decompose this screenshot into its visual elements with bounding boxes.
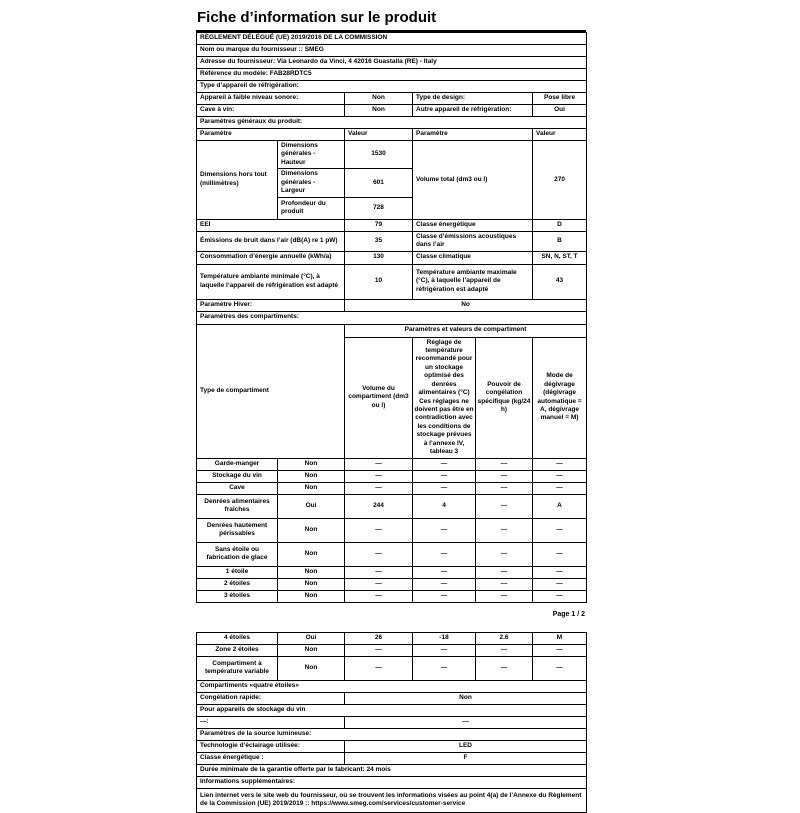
niveau-sonore-cell-0: Appareil à faible niveau sonore: — [197, 93, 345, 105]
row-stockage-vin-valeur — [197, 716, 587, 728]
page-title: Fiche d’information sur le produit — [196, 6, 586, 32]
zone-deux-etoiles-cell-3: — — [413, 644, 476, 656]
compartiments-entete-2-cell-1: Réglage de température recommandé pour un stockage optimisé des denrées alimentaires (°C) Ces réglages ne doivent pas être en contradiction avec les conditions de stockage prévues à l’annexe IV, tableau 3 — [413, 337, 476, 458]
stockage-vin-cell-2: — — [345, 470, 413, 482]
classe-energetique-eclairage-cell-0: Classe énergétique : — [197, 752, 345, 764]
compartiment-temperature-variable-cell-3: — — [413, 656, 476, 680]
stockage-vin-cell-4: — — [476, 470, 533, 482]
garde-manger-cell-2: — — [345, 458, 413, 470]
trois-etoiles-cell-2: — — [345, 590, 413, 602]
row-nom-fournisseur — [197, 45, 587, 57]
cave-a-vin-cell-0: Cave à vin: — [197, 105, 345, 117]
denrees-perissables-cell-0: Denrées hautement périssables — [197, 518, 278, 542]
eei-cell-3: D — [533, 219, 587, 231]
parametre-hiver-cell-0: Paramètre Hiver: — [197, 299, 345, 311]
row-sans-etoile — [197, 542, 587, 566]
row-niveau-sonore — [197, 93, 587, 105]
garantie-cell-0: Durée minimale de la garantie offerte par le fabricant: 24 mois — [197, 764, 587, 776]
informations-supplementaires-cell-0: Informations supplémentaires: — [197, 776, 587, 788]
dimensions-hauteur-cell-4: 270 — [533, 141, 587, 220]
row-cave — [197, 482, 587, 494]
cave-cell-1: Non — [278, 482, 345, 494]
quatre-etoiles-cell-0: 4 étoiles — [197, 632, 278, 644]
une-etoile-cell-4: — — [476, 566, 533, 578]
consommation-energie-cell-0: Consommation d’énergie annuelle (kWh/a) — [197, 251, 345, 264]
denrees-fraiches-cell-0: Denrées alimentaires fraîches — [197, 494, 278, 518]
emissions-bruit-cell-0: Émissions de bruit dans l’air (dB(A) re 1 pW) — [197, 231, 345, 251]
row-congelation-rapide — [197, 692, 587, 704]
entetes-parametres-cell-3: Valeur — [533, 129, 587, 141]
quatre-etoiles-cell-4: 2.6 — [476, 632, 533, 644]
stockage-vin-cell-0: Stockage du vin — [197, 470, 278, 482]
garde-manger-cell-5: — — [533, 458, 587, 470]
cave-cell-5: — — [533, 482, 587, 494]
dimensions-hauteur-cell-0: Dimensions hors tout (millimètres) — [197, 141, 278, 220]
eei-cell-2: Classe énergétique — [413, 219, 533, 231]
compartiments-entete-1-cell-0: Type de compartiment — [197, 324, 345, 458]
row-type-appareil — [197, 81, 587, 93]
emissions-bruit-cell-2: Classe d’émissions acoustiques dans l’air — [413, 231, 533, 251]
denrees-fraiches-cell-4: — — [476, 494, 533, 518]
denrees-perissables-cell-5: — — [533, 518, 587, 542]
cave-a-vin-cell-3: Oui — [533, 105, 587, 117]
trois-etoiles-cell-3: — — [413, 590, 476, 602]
dimensions-hauteur-cell-1: Dimensions générales - Hauteur — [278, 141, 345, 169]
trois-etoiles-cell-4: — — [476, 590, 533, 602]
row-denrees-fraiches — [197, 494, 587, 518]
technologie-eclairage-cell-1: LED — [345, 740, 587, 752]
parametres-generaux-cell-0: Paramètres généraux du produit: — [197, 117, 587, 129]
section-source-lumineuse-cell-0: Paramètres de la source lumineuse: — [197, 728, 587, 740]
fiche-table-page1 — [196, 32, 587, 603]
row-denrees-perissables — [197, 518, 587, 542]
compartiments-quatre-etoiles-cell-0: Compartiments «quatre étoiles» — [197, 680, 587, 692]
garde-manger-cell-1: Non — [278, 458, 345, 470]
row-stockage-vin — [197, 470, 587, 482]
deux-etoiles-cell-5: — — [533, 578, 587, 590]
sans-etoile-cell-5: — — [533, 542, 587, 566]
dimensions-profondeur-cell-0: Profondeur du produit — [278, 197, 345, 219]
row-reglement — [197, 33, 587, 45]
cave-cell-2: — — [345, 482, 413, 494]
une-etoile-cell-0: 1 étoile — [197, 566, 278, 578]
dimensions-hauteur-cell-2: 1530 — [345, 141, 413, 169]
zone-deux-etoiles-cell-1: Non — [278, 644, 345, 656]
type-appareil-cell-0: Type d’appareil de réfrigération: — [197, 81, 587, 93]
classe-energetique-eclairage-cell-1: F — [345, 752, 587, 764]
row-reference-modele — [197, 69, 587, 81]
denrees-perissables-cell-2: — — [345, 518, 413, 542]
row-dimensions-hauteur — [197, 141, 587, 169]
garde-manger-cell-3: — — [413, 458, 476, 470]
quatre-etoiles-cell-3: -18 — [413, 632, 476, 644]
section-stockage-vin-cell-0: Pour appareils de stockage du vin — [197, 704, 587, 716]
cave-cell-4: — — [476, 482, 533, 494]
une-etoile-cell-3: — — [413, 566, 476, 578]
compartiment-temperature-variable-cell-4: — — [476, 656, 533, 680]
temperature-ambiante-cell-0: Température ambiante minimale (°C), à laquelle l’appareil de réfrigération est adapté — [197, 264, 345, 299]
dimensions-hauteur-cell-3: Volume total (dm3 ou l) — [413, 141, 533, 220]
parametre-hiver-cell-1: No — [345, 299, 587, 311]
product-information-sheet — [196, 6, 586, 813]
adresse-fournisseur-cell-0: Adresse du fournisseur: Via Leonardo da Vinci, 4 42016 Guastalla (RE) - Italy — [197, 57, 587, 69]
row-section-source-lumineuse — [197, 728, 587, 740]
consommation-energie-cell-2: Classe climatique — [413, 251, 533, 264]
dimensions-profondeur-cell-1: 728 — [345, 197, 413, 219]
dimensions-largeur-cell-1: 601 — [345, 169, 413, 197]
compartiments-entete-1-cell-1: Paramètres et valeurs de compartiment — [345, 324, 587, 337]
sans-etoile-cell-3: — — [413, 542, 476, 566]
row-consommation-energie — [197, 251, 587, 264]
une-etoile-cell-1: Non — [278, 566, 345, 578]
zone-deux-etoiles-cell-4: — — [476, 644, 533, 656]
row-parametres-generaux — [197, 117, 587, 129]
row-parametre-hiver — [197, 299, 587, 311]
row-trois-etoiles — [197, 590, 587, 602]
quatre-etoiles-cell-5: M — [533, 632, 587, 644]
une-etoile-cell-5: — — [533, 566, 587, 578]
denrees-perissables-cell-1: Non — [278, 518, 345, 542]
entetes-parametres-cell-2: Paramètre — [413, 129, 533, 141]
compartiment-temperature-variable-cell-2: — — [345, 656, 413, 680]
eei-cell-0: EEI — [197, 219, 345, 231]
quatre-etoiles-cell-1: Oui — [278, 632, 345, 644]
dimensions-largeur-cell-0: Dimensions générales - Largeur — [278, 169, 345, 197]
denrees-fraiches-cell-3: 4 — [413, 494, 476, 518]
cave-cell-3: — — [413, 482, 476, 494]
quatre-etoiles-cell-2: 26 — [345, 632, 413, 644]
denrees-perissables-cell-3: — — [413, 518, 476, 542]
stockage-vin-cell-1: Non — [278, 470, 345, 482]
deux-etoiles-cell-4: — — [476, 578, 533, 590]
denrees-fraiches-cell-2: 244 — [345, 494, 413, 518]
deux-etoiles-cell-0: 2 étoiles — [197, 578, 278, 590]
reglement-cell-0: RÈGLEMENT DÉLÉGUÉ (UE) 2019/2016 DE LA COMMISSION — [197, 33, 587, 45]
denrees-fraiches-cell-5: A — [533, 494, 587, 518]
compartiment-temperature-variable-cell-0: Compartiment à température variable — [197, 656, 278, 680]
parametres-compartiments-cell-0: Paramètres des compartiments: — [197, 311, 587, 324]
row-quatre-etoiles — [197, 632, 587, 644]
eei-cell-1: 79 — [345, 219, 413, 231]
congelation-rapide-cell-1: Non — [345, 692, 587, 704]
niveau-sonore-cell-3: Pose libre — [533, 93, 587, 105]
compartiment-temperature-variable-cell-1: Non — [278, 656, 345, 680]
row-classe-energetique-eclairage — [197, 752, 587, 764]
compartiments-entete-2-cell-0: Volume du compartiment (dm3 ou l) — [345, 337, 413, 458]
deux-etoiles-cell-1: Non — [278, 578, 345, 590]
lien-internet-cell-0: Lien internet vers le site web du fournisseur, où se trouvent les informations visées au point 4(a) de l’Annexe du Règlement de la Commission (UE) 2019/2019 :: https://www.smeg.com/services/customer-service — [197, 788, 587, 812]
cave-a-vin-cell-2: Autre appareil de réfrigération: — [413, 105, 533, 117]
row-garde-manger — [197, 458, 587, 470]
compartiments-entete-2-cell-2: Pouvoir de congélation spécifique (kg/24 h) — [476, 337, 533, 458]
row-cave-a-vin — [197, 105, 587, 117]
consommation-energie-cell-3: SN, N, ST, T — [533, 251, 587, 264]
row-compartiments-quatre-etoiles — [197, 680, 587, 692]
zone-deux-etoiles-cell-0: Zone 2 étoiles — [197, 644, 278, 656]
cave-a-vin-cell-1: Non — [345, 105, 413, 117]
row-garantie — [197, 764, 587, 776]
row-parametres-compartiments — [197, 311, 587, 324]
row-entetes-parametres — [197, 129, 587, 141]
compartiments-entete-2-cell-3: Mode de dégivrage (dégivrage automatique = A, dégivrage manuel = M) — [533, 337, 587, 458]
row-section-stockage-vin — [197, 704, 587, 716]
denrees-fraiches-cell-1: Oui — [278, 494, 345, 518]
cave-cell-0: Cave — [197, 482, 278, 494]
sans-etoile-cell-1: Non — [278, 542, 345, 566]
row-temperature-ambiante — [197, 264, 587, 299]
fiche-table-page2 — [196, 632, 587, 813]
reference-modele-cell-0: Référence du modèle: FAB28RDTC5 — [197, 69, 587, 81]
deux-etoiles-cell-2: — — [345, 578, 413, 590]
garde-manger-cell-4: — — [476, 458, 533, 470]
page-indicator: Page 1 / 2 — [552, 610, 585, 618]
row-informations-supplementaires — [197, 776, 587, 788]
niveau-sonore-cell-1: Non — [345, 93, 413, 105]
congelation-rapide-cell-0: Congélation rapide: — [197, 692, 345, 704]
stockage-vin-cell-3: — — [413, 470, 476, 482]
stockage-vin-valeur-cell-0: —: — [197, 716, 345, 728]
zone-deux-etoiles-cell-5: — — [533, 644, 587, 656]
deux-etoiles-cell-3: — — [413, 578, 476, 590]
trois-etoiles-cell-5: — — [533, 590, 587, 602]
sans-etoile-cell-0: Sans étoile ou fabrication de glace — [197, 542, 278, 566]
denrees-perissables-cell-4: — — [476, 518, 533, 542]
row-emissions-bruit — [197, 231, 587, 251]
entetes-parametres-cell-0: Paramètre — [197, 129, 345, 141]
trois-etoiles-cell-0: 3 étoiles — [197, 590, 278, 602]
compartiment-temperature-variable-cell-5: — — [533, 656, 587, 680]
row-une-etoile — [197, 566, 587, 578]
technologie-eclairage-cell-0: Technologie d’éclairage utilisée: — [197, 740, 345, 752]
row-lien-internet — [197, 788, 587, 812]
row-technologie-eclairage — [197, 740, 587, 752]
consommation-energie-cell-1: 130 — [345, 251, 413, 264]
sans-etoile-cell-4: — — [476, 542, 533, 566]
row-compartiments-entete-1 — [197, 324, 587, 337]
entetes-parametres-cell-1: Valeur — [345, 129, 413, 141]
row-zone-deux-etoiles — [197, 644, 587, 656]
row-compartiment-temperature-variable — [197, 656, 587, 680]
garde-manger-cell-0: Garde-manger — [197, 458, 278, 470]
trois-etoiles-cell-1: Non — [278, 590, 345, 602]
row-eei — [197, 219, 587, 231]
nom-fournisseur-cell-0: Nom ou marque du fournisseur :: SMEG — [197, 45, 587, 57]
zone-deux-etoiles-cell-2: — — [345, 644, 413, 656]
stockage-vin-cell-5: — — [533, 470, 587, 482]
row-adresse-fournisseur — [197, 57, 587, 69]
niveau-sonore-cell-2: Type de design: — [413, 93, 533, 105]
emissions-bruit-cell-1: 35 — [345, 231, 413, 251]
sans-etoile-cell-2: — — [345, 542, 413, 566]
une-etoile-cell-2: — — [345, 566, 413, 578]
emissions-bruit-cell-3: B — [533, 231, 587, 251]
temperature-ambiante-cell-1: 10 — [345, 264, 413, 299]
row-deux-etoiles — [197, 578, 587, 590]
stockage-vin-valeur-cell-1: — — [345, 716, 587, 728]
temperature-ambiante-cell-3: 43 — [533, 264, 587, 299]
temperature-ambiante-cell-2: Température ambiante maximale (°C), à laquelle l’appareil de réfrigération est adapté — [413, 264, 533, 299]
